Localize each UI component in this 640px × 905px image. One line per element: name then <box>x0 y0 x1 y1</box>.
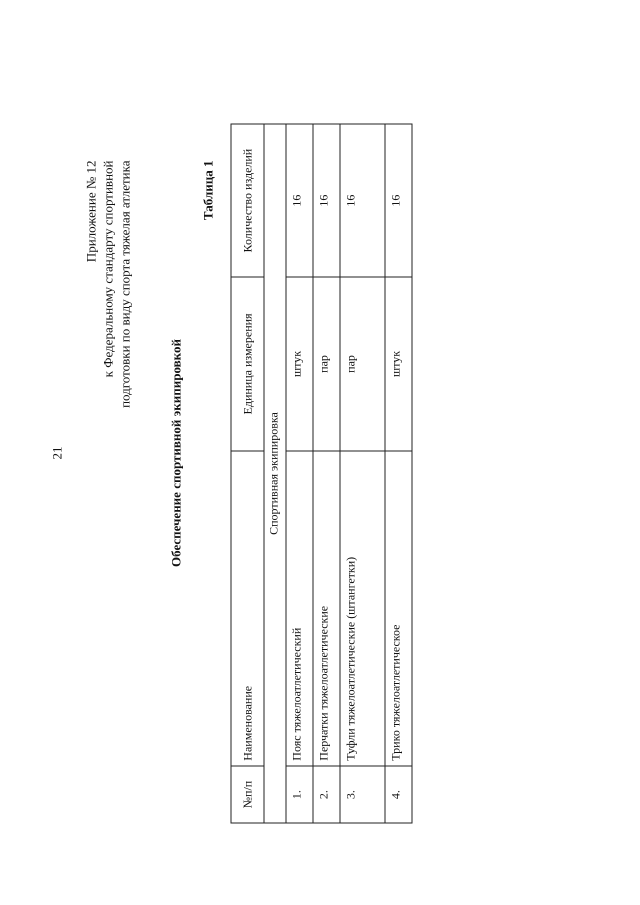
section-title: Спортивная экипировка <box>264 124 286 823</box>
row-unit: пар <box>340 277 385 450</box>
row-name: Пояс тяжелоатлетический <box>286 450 313 766</box>
table-row <box>286 124 313 823</box>
header-qty: Количество изделий <box>231 124 264 277</box>
row-qty: 16 <box>385 124 412 277</box>
header-num: №п/п <box>231 766 264 823</box>
row-qty: 16 <box>286 124 313 277</box>
equipment-table <box>230 123 412 823</box>
row-num: 2. <box>313 766 340 823</box>
header-name: Наименование <box>231 450 264 766</box>
row-unit: штук <box>286 277 313 450</box>
header-unit: Единица измерения <box>231 277 264 450</box>
document-title: Обеспечение спортивной экипировкой <box>168 338 183 567</box>
row-num: 3. <box>340 766 385 823</box>
row-name: Перчатки тяжелоатлетические <box>313 450 340 766</box>
table-row <box>313 124 340 823</box>
table-header-row <box>231 124 264 823</box>
section-row <box>264 124 286 823</box>
table-row <box>340 124 385 823</box>
row-qty: 16 <box>313 124 340 277</box>
row-unit: пар <box>313 277 340 450</box>
row-unit: штук <box>385 277 412 450</box>
row-qty: 16 <box>340 124 385 277</box>
page-number: 21 <box>49 446 64 459</box>
row-name: Туфли тяжелоатлетические (штангетки) <box>340 450 385 766</box>
appendix-line-1: Приложение № 12 <box>83 160 98 262</box>
appendix-line-3: подготовки по виду спорта тяжелая атлетика <box>117 160 132 408</box>
table-row <box>385 124 412 823</box>
appendix-line-2: к Федеральному стандарту спортивной <box>100 160 115 377</box>
row-num: 1. <box>286 766 313 823</box>
row-name: Трико тяжелоатлетическое <box>385 450 412 766</box>
appendix-header <box>82 160 133 407</box>
row-num: 4. <box>385 766 412 823</box>
table-label: Таблица 1 <box>200 160 215 220</box>
